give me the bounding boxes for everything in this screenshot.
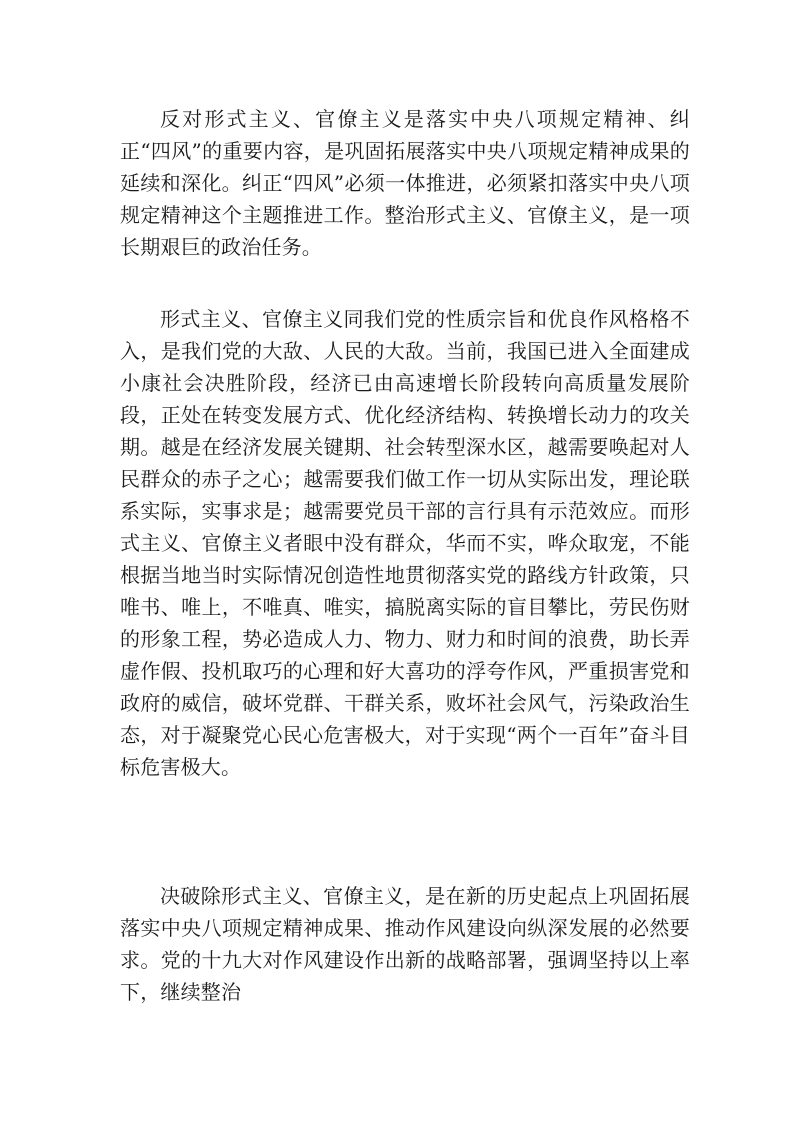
body-paragraph-3: 决破除形式主义、官僚主义，是在新的历史起点上巩固拓展落实中央八项规定精神成果、推动作风建设向纵深发展的必然要求。党的十九大对作风建设作出新的战略部署，强调坚持以上率下，继续整治 — [120, 884, 690, 1004]
body-paragraph-2: 形式主义、官僚主义同我们党的性质宗旨和优良作风格格不入，是我们党的大敌、人民的大敌。当前，我国已进入全面建成小康社会决胜阶段，经济已由高速增长阶段转向高质量发展阶段，正处在转变发展方式、优化经济结构、转换增长动力的攻关期。越是在经济发展关键期、社会转型深水区，越需要唤起对人民群众的赤子之心；越需要我们做工作一切从实际出发，理论联系实际，实事求是；越需要党员干部的言行具有示范效应。而形式主义、官僚主义者眼中没有群众，华而不实，哗众取宠，不能根据当地当时实际情况创造性地贯彻落实党的路线方针政策，只唯书、唯上，不唯真、唯实，搞脱离实际的盲目攀比，劳民伤财的形象工程，势必造成人力、物力、财力和时间的浪费，助长弄虚作假、投机取巧的心理和好大喜功的浮夸作风，严重损害党和政府的威信，破坏党群、干群关系，败坏社会风气，污染政治生态，对于凝聚党心民心危害极大，对于实现“两个一百年”奋斗目标危害极大。 — [120, 307, 690, 779]
body-paragraph-1: 反对形式主义、官僚主义是落实中央八项规定精神、纠正“四风”的重要内容，是巩固拓展落实中央八项规定精神成果的延续和深化。纠正“四风”必须一体推进，必须紧扣落实中央八项规定精神这个主题推进工作。整治形式主义、官僚主义，是一项长期艰巨的政治任务。 — [120, 107, 690, 259]
